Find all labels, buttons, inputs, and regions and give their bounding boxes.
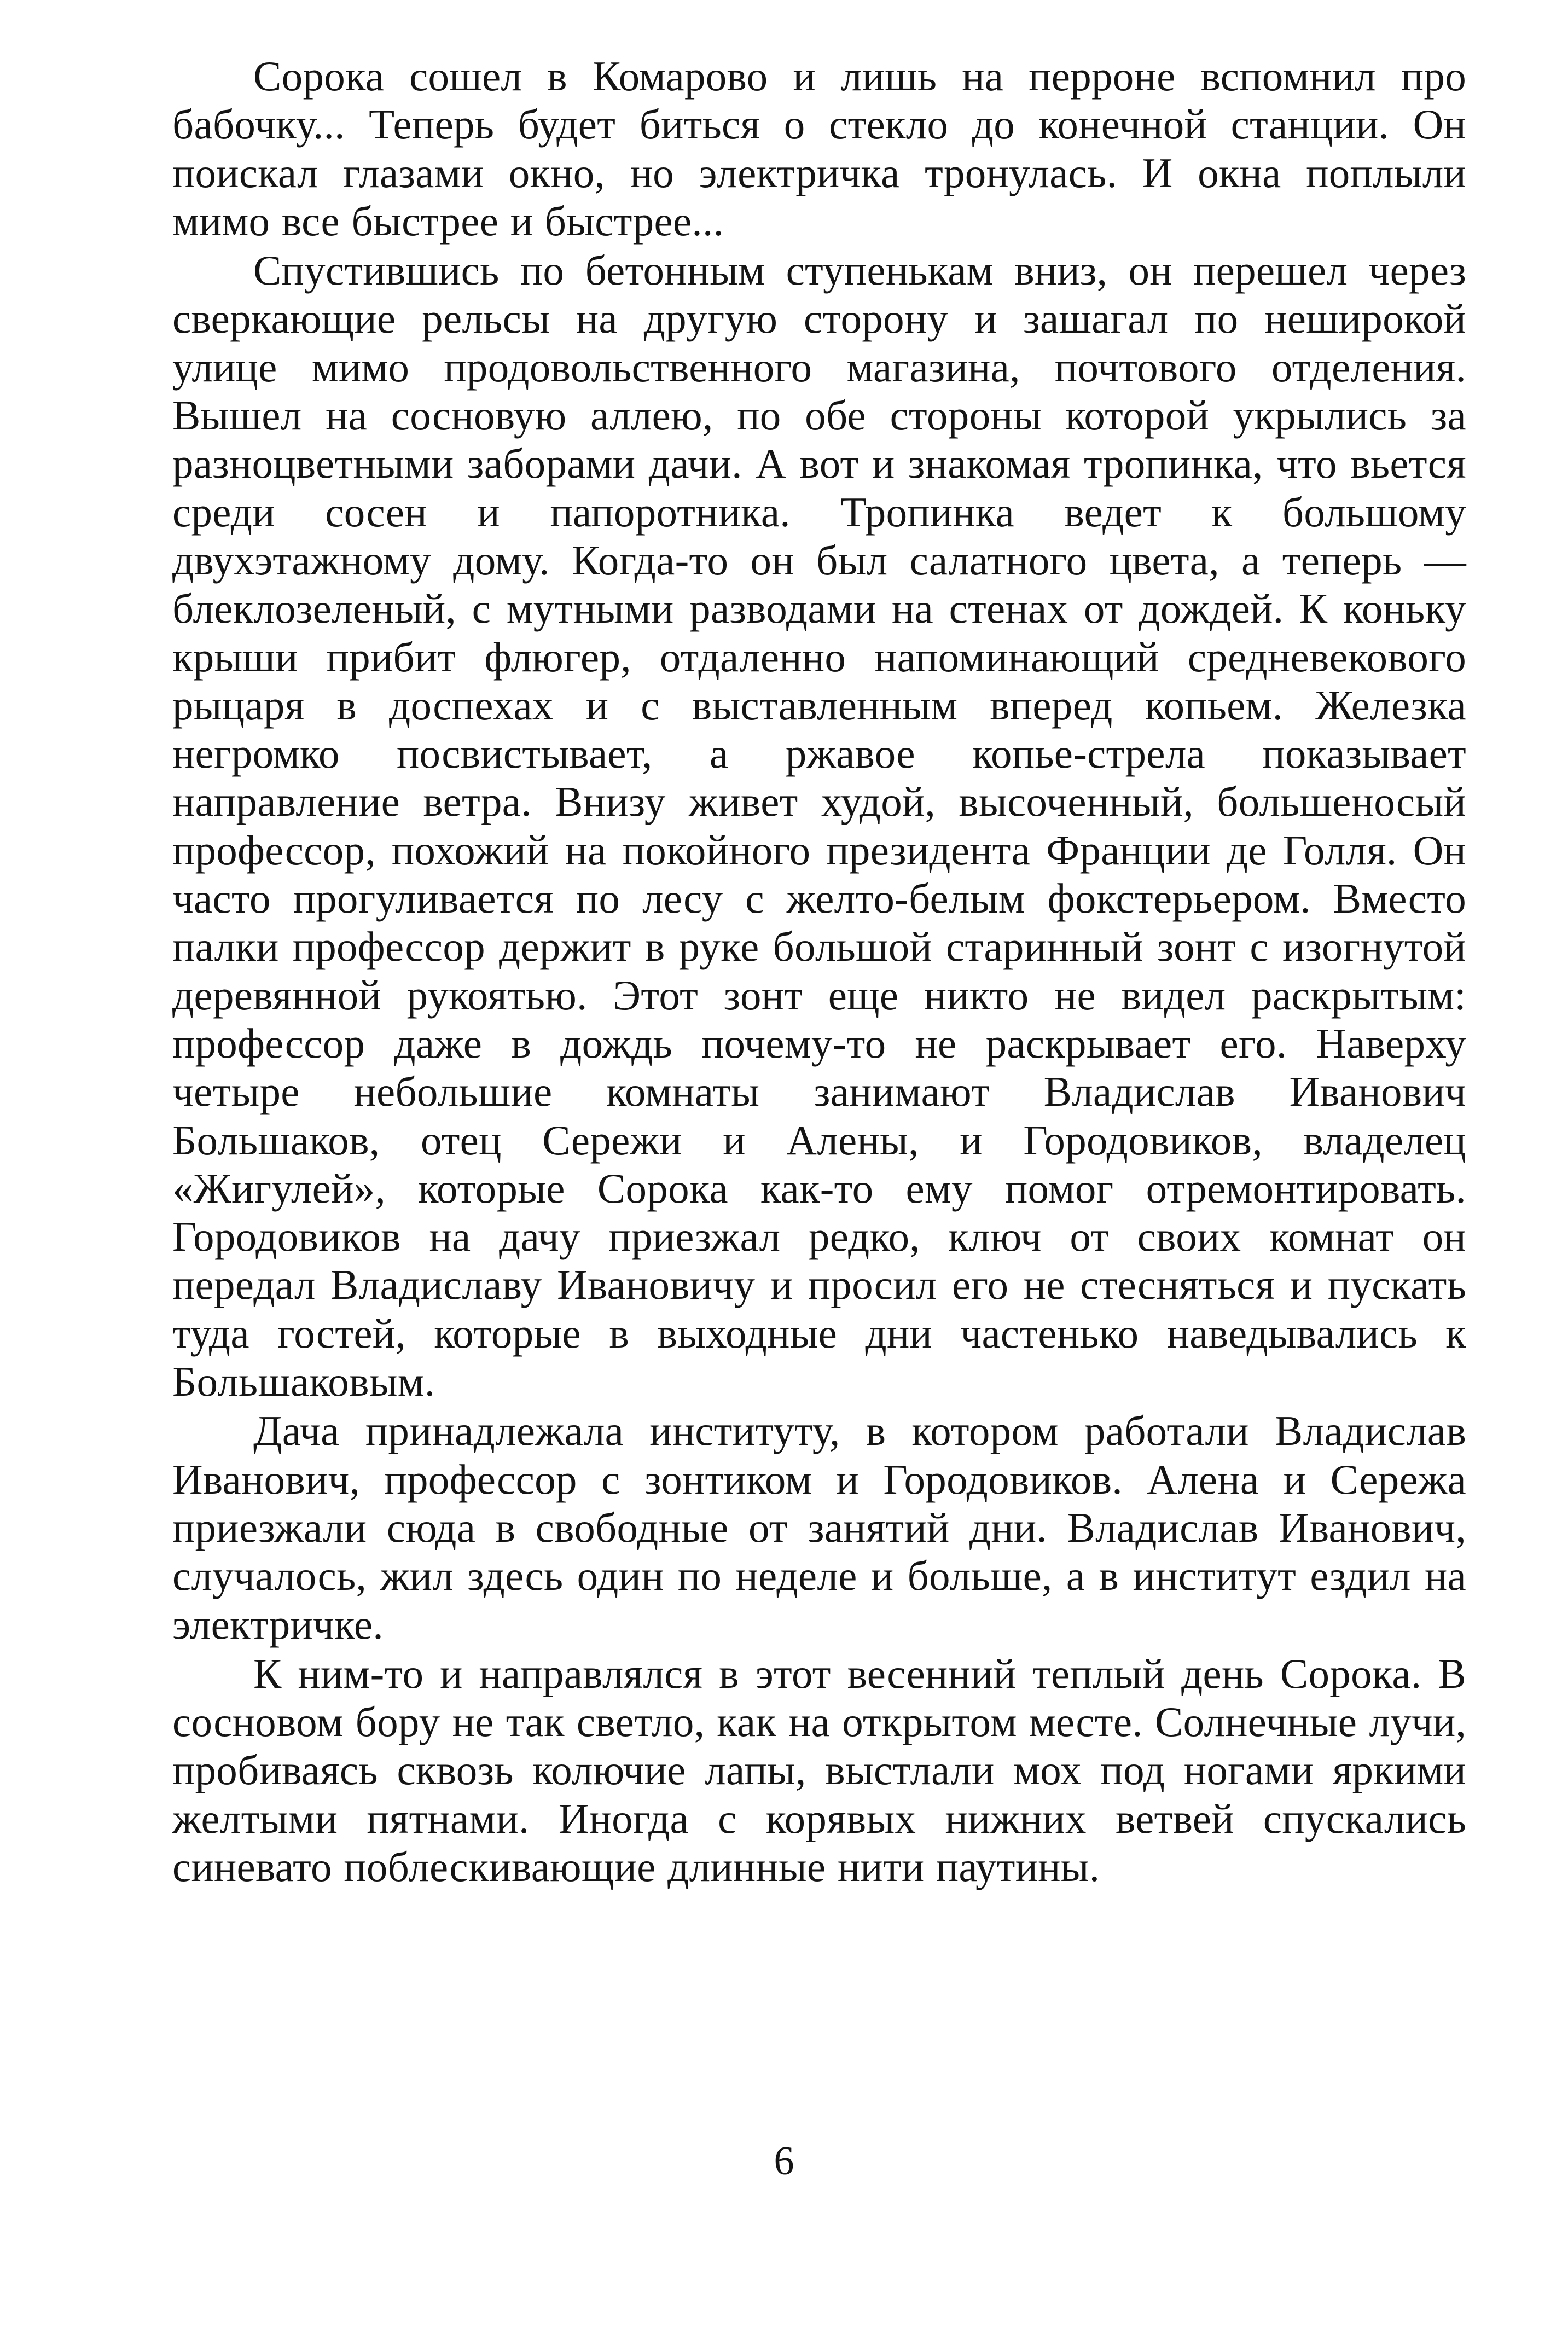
body-text: [172, 52, 1466, 1891]
page-number: 6: [774, 2139, 794, 2184]
paragraph-1: Сорока сошел в Комарово и лишь на перроне вспомнил про бабочку... Теперь будет биться о стекло до конечной станции. Он поискал глазами окно, но электричка тронулась. И окна поплыли мимо все быстрее и быстрее...: [172, 53, 1466, 245]
paragraph-2: Спустившись по бетонным ступенькам вниз, он перешел через сверкающие рельсы на другую сторону и зашагал по неширокой улице мимо продовольственного магазина, почтового отделения. Вышел на сосновую аллею, по обе стороны которой укрылись за разноцветными заборами дачи. А вот и знакомая тропинка, что вьется среди сосен и папоротника. Тропинка ведет к большому двухэтажному дому. Когда-то он был салатного цвета, а теперь — блеклозеленый, с мутными разводами на стенах от дождей. К коньку крыши прибит флюгер, отдаленно напоминающий средневекового рыцаря в доспехах и с выставленным вперед копьем. Железка негромко посвистывает, а ржавое копье-стрела показывает направление ветра. Внизу живет худой, высоченный, большеносый профессор, похожий на покойного президента Франции де Голля. Он часто прогуливается по лесу с желто-белым фокстерьером. Вместо палки профессор держит в руке большой старинный зонт с изогнутой деревянной рукоятью. Этот зонт еще никто не видел раскрытым: профессор даже в дождь почему-то не раскрывает его. Наверху четыре небольшие комнаты занимают Владислав Иванович Большаков, отец Сережи и Алены, и Городовиков, владелец «Жигулей», которые Сорока как-то ему помог отремонтировать. Городовиков на дачу приезжал редко, ключ от своих комнат он передал Владиславу Ивановичу и просил его не стесняться и пускать туда гостей, которые в выходные дни частенько наведывались к Большаковым.: [172, 247, 1466, 1406]
paragraph-4: К ним-то и направлялся в этот весенний теплый день Сорока. В сосновом бору не так светло, как на открытом месте. Солнечные лучи, пробиваясь сквозь колючие лапы, выстлали мох под ногами яркими желтыми пятнами. Иногда с корявых нижних ветвей спускались синевато поблескивающие длинные нити паутины.: [172, 1650, 1466, 1890]
paragraph-3: Дача принадлежала институту, в котором работали Владислав Иванович, профессор с зонтиком и Городовиков. Алена и Сережа приезжали сюда в свободные от занятий дни. Владислав Иванович, случалось, жил здесь один по неделе и больше, а в институт ездил на электричке.: [172, 1407, 1466, 1648]
